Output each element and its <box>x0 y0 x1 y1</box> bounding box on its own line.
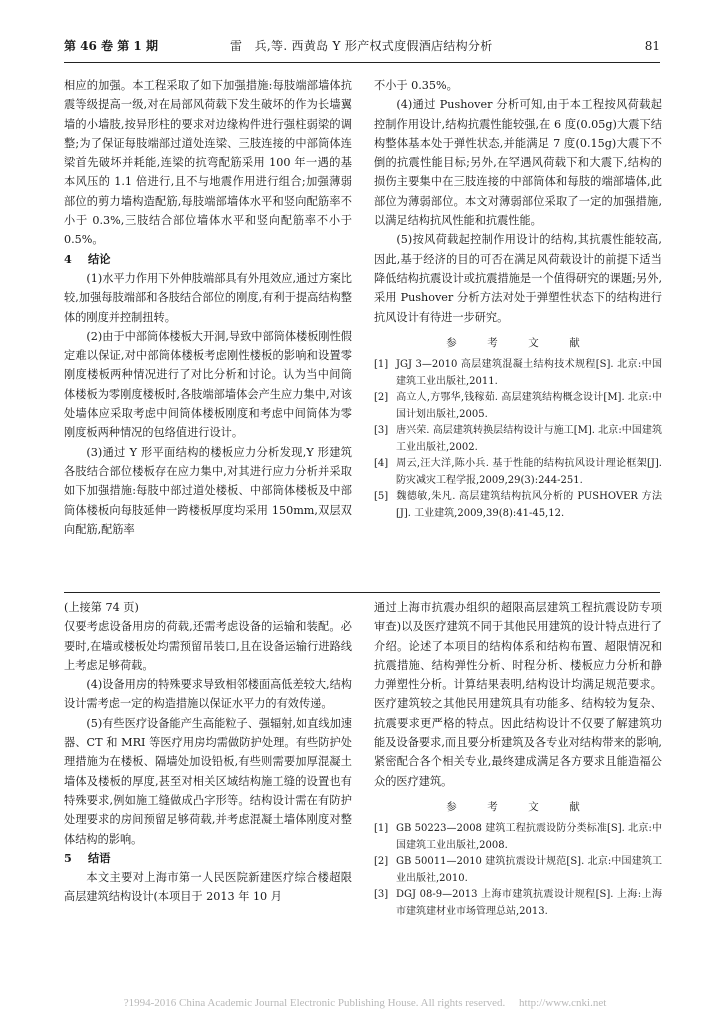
paragraph: (3)通过 Y 形平面结构的楼板应力分析发现,Y 形建筑各肢结合部位楼板存在应力集中,对其进行应力分析并采取如下加强措施:每肢中部过道处楼板、中部筒体楼板及中部筒体楼板向每肢延伸一跨楼板厚度均采用 150mm,双层双向配筋,配筋率 <box>64 445 352 536</box>
reference-index: [4] <box>374 458 389 470</box>
journal-issue: 第 46 卷 第 1 期 <box>64 39 158 53</box>
reference-item <box>374 854 662 887</box>
top-left-column <box>64 76 352 539</box>
paragraph: 仅要考虑设备用房的荷载,还需考虑设备的运输和装配。必要时,在墙或楼板处均需预留吊装口,且在设备运输行进路线上考虑足够荷载。 <box>64 620 352 672</box>
reference-text: 魏德敏,朱凡. 高层建筑结构抗风分析的 PUSHOVER 方法[J]. 工业建筑,2009,39(8):41-45,12. <box>396 491 662 519</box>
paragraph: 相应的加强。本工程采取了如下加强措施:每肢端部墙体抗震等级提高一级,对在局部风荷载下发生破坏的作为长墙翼墙的小墙肢,按异形柱的要求对边缘构件进行强柱弱梁的调整;为了保证每肢端部过道处连梁、三肢连接的中部筒体连梁首先破坏并耗能,连梁的抗弯配筋采用 100 年一遇的基本风压的 1.1 倍进行,且不与地震作用进行组合;加强薄弱部位的剪力墙构造配筋,每肢端部墙体水平和竖向配筋率不小于 0.3%,三肢结合部位墙体水平和竖向配筋率不小于 0.5%。 <box>64 79 352 247</box>
reference-index: [1] <box>374 359 389 371</box>
bottom-left-column <box>64 598 352 907</box>
bottom-right-column <box>374 598 662 920</box>
paragraph: (5)有些医疗设备能产生高能粒子、强辐射,如直线加速器、CT 和 MRI 等医疗用房均需做防护处理。有些防护处理措施为在楼板、隔墙处加设铅板,有些则需要加厚混凝土墙体及楼板的厚度,甚至对相关区域结构施工缝的设置也有特殊要求,例如施工缝做成凸字形等。结构设计需在有防护处理要求的房间预留足够荷载,并考虑混凝土墙体刚度对整体结构的影响。 <box>64 716 352 846</box>
reference-item <box>374 821 662 854</box>
section-title: 结论 <box>88 251 111 266</box>
article-divider <box>64 592 660 593</box>
reference-item <box>374 357 662 390</box>
header-rule <box>64 62 660 63</box>
reference-item <box>374 423 662 456</box>
reference-item <box>374 489 662 522</box>
reference-item <box>374 390 662 423</box>
reference-index: [3] <box>374 889 389 901</box>
reference-index: [2] <box>374 856 389 868</box>
section-number: 5 <box>64 850 72 865</box>
references-heading: 参 考 文 献 <box>446 800 590 813</box>
reference-text: GB 50223—2008 建筑工程抗震设防分类标准[S]. 北京:中国建筑工业出版社,2008. <box>396 823 662 851</box>
continued-note: (上接第 74 页) <box>64 601 139 614</box>
paragraph: (1)水平力作用下外伸肢端部具有外甩效应,通过方案比较,加强每肢端部和各肢结合部位的刚度,有利于提高结构整体的刚度并控制扭转。 <box>64 271 352 324</box>
paragraph: 通过上海市抗震办组织的超限高层建筑工程抗震设防专项审查)以及医疗建筑不同于其他民用建筑的设计特点进行了介绍。论述了本项目的结构体系和结构布置、超限情况和抗震措施、结构弹性分析、时程分析、楼板应力分析和静力弹塑性分析。计算结果表明,结构设计均满足规范要求。医疗建筑较之其他民用建筑具有功能多、结构较为复杂、抗震要求更严格的特点。因此结构设计不仅要了解建筑功能及设备要求,而且要分析建筑及各专业对结构带来的影响,紧密配合各个相关专业,最终建成满足各方要求且能造福公众的医疗建筑。 <box>374 601 662 788</box>
paragraph: 本文主要对上海市第一人民医院新建医疗综合楼超限高层建筑结构设计(本项目于 2013 年 10 月 <box>64 871 352 904</box>
reference-text: 唐兴荣. 高层建筑转换层结构设计与施工[M]. 北京:中国建筑工业出版社,2002. <box>396 425 662 453</box>
running-header <box>64 36 660 56</box>
reference-index: [2] <box>374 392 389 404</box>
reference-text: GB 50011—2010 建筑抗震设计规范[S]. 北京:中国建筑工业出版社,2010. <box>396 856 662 884</box>
page-number: 81 <box>644 39 660 53</box>
section-heading-closing <box>64 849 352 868</box>
reference-text: JGJ 3—2010 高层建筑混凝土结构技术规程[S]. 北京:中国建筑工业出版社,2011. <box>396 359 662 387</box>
paragraph: 不小于 0.35%。 <box>374 79 458 92</box>
reference-item <box>374 456 662 489</box>
section-title: 结语 <box>88 850 111 865</box>
copyright-footer: ?1994-2016 China Academic Journal Electronic Publishing House. All rights reserved. http://www.cnki.net <box>123 997 607 1009</box>
reference-text: DGJ 08-9—2013 上海市建筑抗震设计规程[S]. 上海:上海市建筑建材业市场管理总站,2013. <box>396 889 662 917</box>
section-number: 4 <box>64 251 72 266</box>
reference-item <box>374 887 662 920</box>
paragraph: (2)由于中部筒体楼板大开洞,导致中部筒体楼板刚性假定难以保证,对中部筒体楼板考虑刚性楼板的影响和设置零刚度楼板两种情况进行了对比分析和讨论。认为当中间筒体楼板为零刚度楼板时,各肢端部墙体会产生应力集中,对该处墙体应采取考虑中间筒体楼板刚度和考虑中间筒体为零刚度板两种情况的包络值进行设计。 <box>64 329 352 440</box>
reference-text: 高立人,方鄂华,钱稼茹. 高层建筑结构概念设计[M]. 北京:中国计划出版社,2005. <box>396 392 662 420</box>
paragraph: (5)按风荷载起控制作用设计的结构,其抗震性能较高,因此,基于经济的目的可否在满足风荷载设计的前提下适当降低结构抗震设计或抗震措施是一个值得研究的课题;另外,采用 Pushover 分析方法对处于弹塑性状态下的结构进行抗风设计有待进一步研究。 <box>374 233 662 324</box>
paragraph: (4)设备用房的特殊要求导致相邻楼面高低差较大,结构设计需考虑一定的构造措施以保证水平力的有效传递。 <box>64 678 352 711</box>
top-right-column <box>374 76 662 522</box>
paragraph: (4)通过 Pushover 分析可知,由于本工程按风荷载起控制作用设计,结构抗震性能较强,在 6 度(0.05g)大震下结构整体基本处于弹性状态,并能满足 7 度(0.15g)大震下不倒的抗震性能目标;另外,在罕遇风荷载下和大震下,结构的损伤主要集中在三肢连接的中部筒体和每肢的端部墙体,此部位为薄弱部位。本文对薄弱部位采取了一定的加强措施,以满足结构抗风性能和抗震性能。 <box>374 98 662 228</box>
reference-text: 周云,汪大洋,陈小兵. 基于性能的结构抗风设计理论框架[J]. 防灾减灾工程学报,2009,29(3):244-251. <box>396 458 662 486</box>
section-heading-conclusion <box>64 250 352 269</box>
reference-index: [3] <box>374 425 389 437</box>
references-heading: 参 考 文 献 <box>446 336 590 349</box>
reference-index: [1] <box>374 823 389 835</box>
reference-index: [5] <box>374 491 389 503</box>
running-title: 雷 兵,等. 西黄岛 Y 形产权式度假酒店结构分析 <box>230 39 493 53</box>
